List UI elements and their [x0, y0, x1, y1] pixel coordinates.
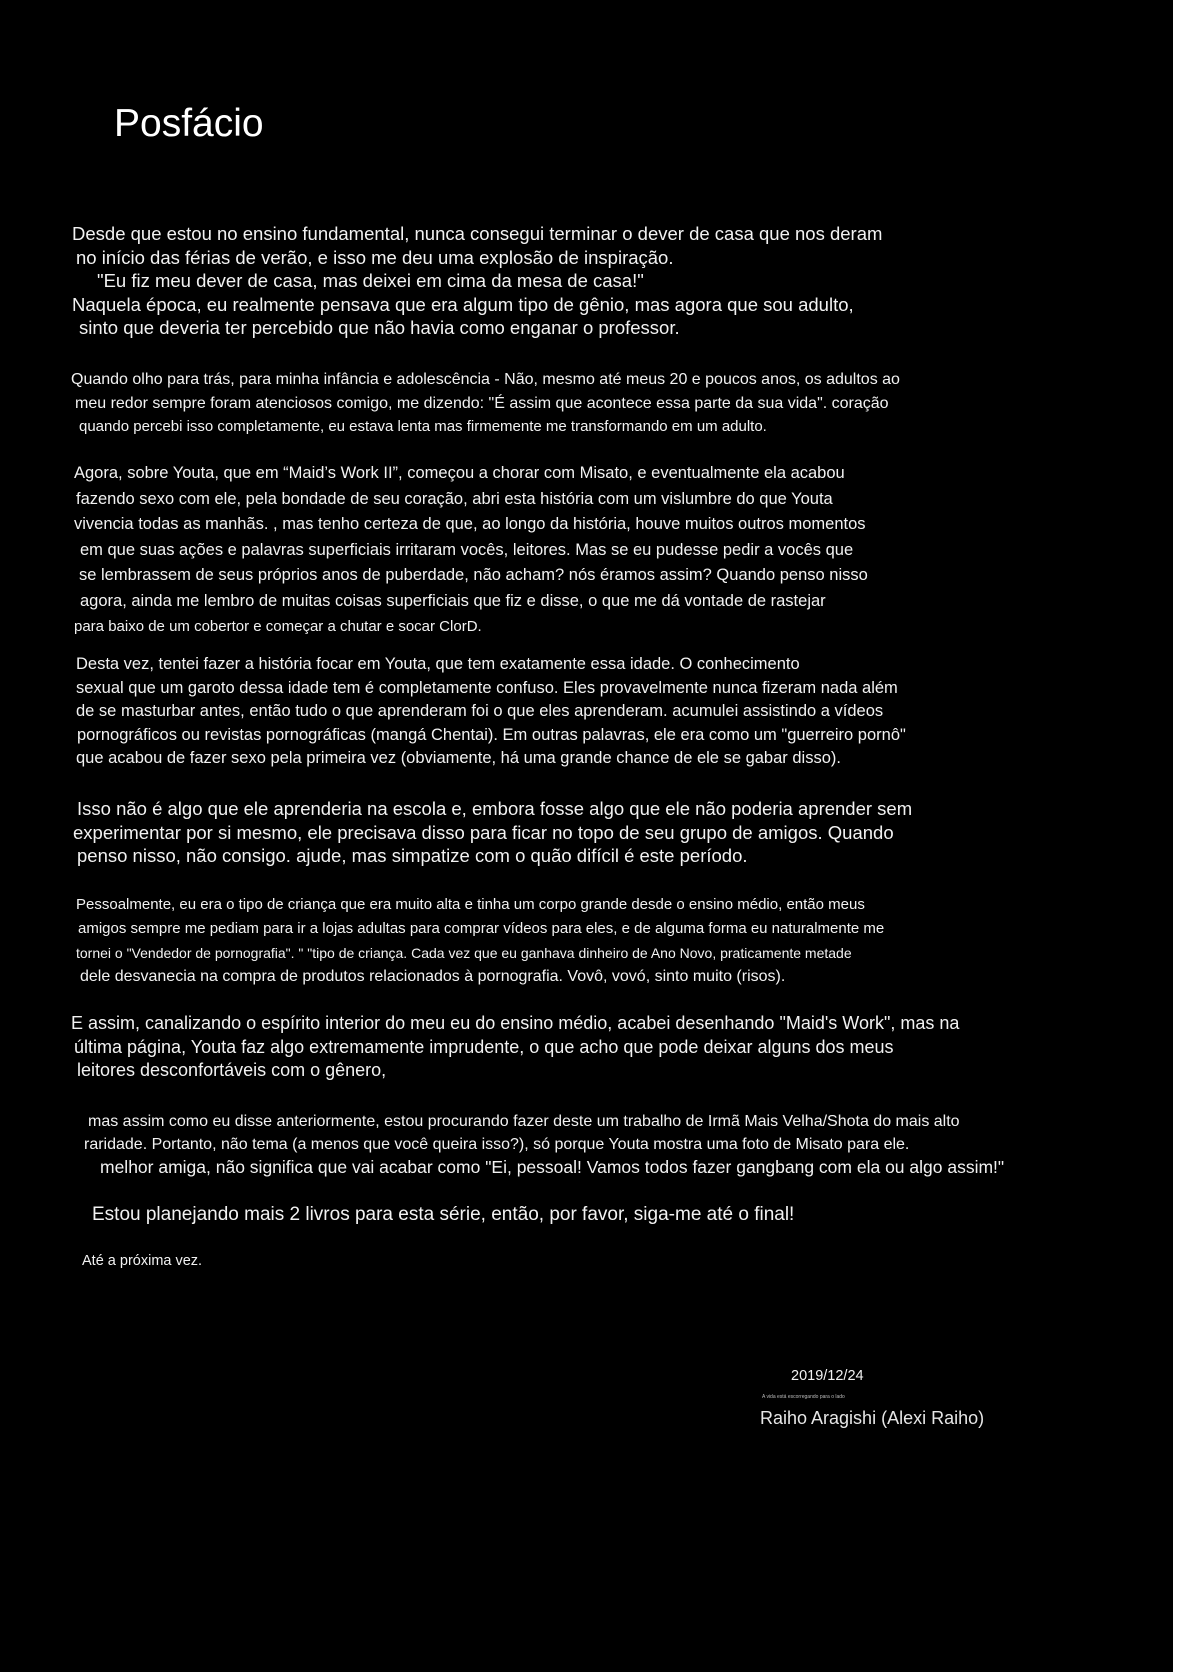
- signature-date: 2019/12/24: [791, 1368, 864, 1384]
- text-line: Quando olho para trás, para minha infância e adolescência - Não, mesmo até meus 20 e poucos anos, os adultos ao: [71, 371, 900, 388]
- text-line: Desde que estou no ensino fundamental, nunca consegui terminar o dever de casa que nos deram: [72, 223, 883, 244]
- paragraph-5: [73, 797, 913, 868]
- text-line: Estou planejando mais 2 livros para esta série, então, por favor, siga-me até o final!: [92, 1204, 795, 1225]
- paragraph-2: [71, 368, 900, 439]
- text-line: quando percebi isso completamente, eu estava lenta mas firmemente me transformando em um adulto.: [79, 418, 767, 435]
- text-line: Naquela época, eu realmente pensava que era algum tipo de gênio, mas agora que sou adulto,: [72, 293, 854, 315]
- text-line: dele desvanecia na compra de produtos relacionados à pornografia. Vovô, vovó, sinto muito (risos).: [80, 968, 786, 985]
- text-line: meu redor sempre foram atenciosos comigo, me dizendo: "É assim que acontece essa parte da sua vida". coração: [75, 394, 889, 412]
- text-line: tornei o "Vendedor de pornografia". " "tipo de criança. Cada vez que eu ganhava dinheiro de Ano Novo, praticamente metade: [76, 945, 852, 961]
- paragraph-8: [84, 1110, 1005, 1179]
- text-line: mas assim como eu disse anteriormente, estou procurando fazer deste um trabalho de Irmã Mais Velha/Shota do mais alto: [88, 1113, 960, 1130]
- text-line: para baixo de um cobertor e começar a chutar e socar ClorD.: [74, 618, 482, 635]
- text-line: fazendo sexo com ele, pela bondade de seu coração, abri esta história com um vislumbre do que Youta: [76, 489, 833, 508]
- text-line: vivencia todas as manhãs. , mas tenho certeza de que, ao longo da história, houve muitos outros momentos: [74, 515, 866, 533]
- paragraph-4: [76, 653, 905, 771]
- text-line: "Eu fiz meu dever de casa, mas deixei em cima da mesa de casa!": [97, 270, 644, 291]
- text-line: que acabou de fazer sexo pela primeira vez (obviamente, há uma grande chance de ele se gabar disso).: [76, 749, 841, 767]
- text-line: de se masturbar antes, então tudo o que aprenderam foi o que eles aprenderam. acumulei assistindo a vídeos: [76, 702, 884, 720]
- text-line: agora, ainda me lembro de muitas coisas superficiais que fiz e disse, o que me dá vontade de rastejar: [80, 591, 826, 610]
- signature-tagline: A vida está escorregando para o lado: [762, 1394, 845, 1400]
- text-line: sinto que deveria ter percebido que não havia como enganar o professor.: [79, 317, 680, 338]
- text-line: última página, Youta faz algo extremamente imprudente, o que acho que pode deixar alguns dos meus: [74, 1036, 894, 1057]
- text-line: em que suas ações e palavras superficiais irritaram vocês, leitores. Mas se eu pudesse pedir a vocês que: [80, 540, 854, 559]
- paragraph-9: [92, 1203, 794, 1227]
- text-line: no início das férias de verão, e isso me deu uma explosão de inspiração.: [76, 246, 674, 268]
- paragraph-1: [72, 222, 882, 340]
- text-line: amigos sempre me pediam para ir a lojas adultas para comprar vídeos para eles, e de alguma forma eu naturalmente me: [78, 920, 885, 937]
- text-line: Isso não é algo que ele aprenderia na escola e, embora fosse algo que ele não poderia aprender sem: [77, 798, 913, 819]
- text-line: Agora, sobre Youta, que em “Maid’s Work II”, começou a chorar com Misato, e eventualmente ela acabou: [74, 464, 845, 482]
- paragraph-6: [76, 893, 885, 989]
- closing-line: [82, 1252, 202, 1270]
- text-line: Pessoalmente, eu era o tipo de criança que era muito alta e tinha um corpo grande desde o ensino médio, então meus: [76, 896, 865, 913]
- text-line: se lembrassem de seus próprios anos de puberdade, não acham? nós éramos assim? Quando penso nisso: [79, 566, 868, 584]
- text-line: raridade. Portanto, não tema (a menos que você queira isso?), só porque Youta mostra uma foto de Misato para ele.: [84, 1136, 910, 1153]
- text-line: Até a próxima vez.: [82, 1253, 203, 1269]
- paragraph-7: [71, 1012, 959, 1083]
- paragraph-3: [74, 461, 866, 640]
- text-line: penso nisso, não consigo. ajude, mas simpatize com o quão difícil é este período.: [77, 845, 748, 866]
- text-line: experimentar por si mesmo, ele precisava disso para ficar no topo de seu grupo de amigos. Quando: [73, 821, 894, 843]
- text-line: E assim, canalizando o espírito interior do meu eu do ensino médio, acabei desenhando "Maid's Work", mas na: [71, 1013, 960, 1033]
- text-line: pornográficos ou revistas pornográficas (mangá Chentai). Em outras palavras, ele era como um "guerreiro pornô": [77, 725, 906, 744]
- signature-author: Raiho Aragishi (Alexi Raiho): [760, 1408, 985, 1428]
- text-line: melhor amiga, não significa que vai acabar como "Ei, pessoal! Vamos todos fazer gangbang com ela ou algo assim!": [100, 1157, 1005, 1177]
- page-title: Posfácio: [114, 102, 264, 145]
- text-line: sexual que um garoto dessa idade tem é completamente confuso. Eles provavelmente nunca fizeram nada além: [76, 678, 898, 697]
- text-line: Desta vez, tentei fazer a história focar em Youta, que tem exatamente essa idade. O conhecimento: [76, 655, 800, 673]
- text-line: leitores desconfortáveis com o gênero,: [77, 1060, 387, 1080]
